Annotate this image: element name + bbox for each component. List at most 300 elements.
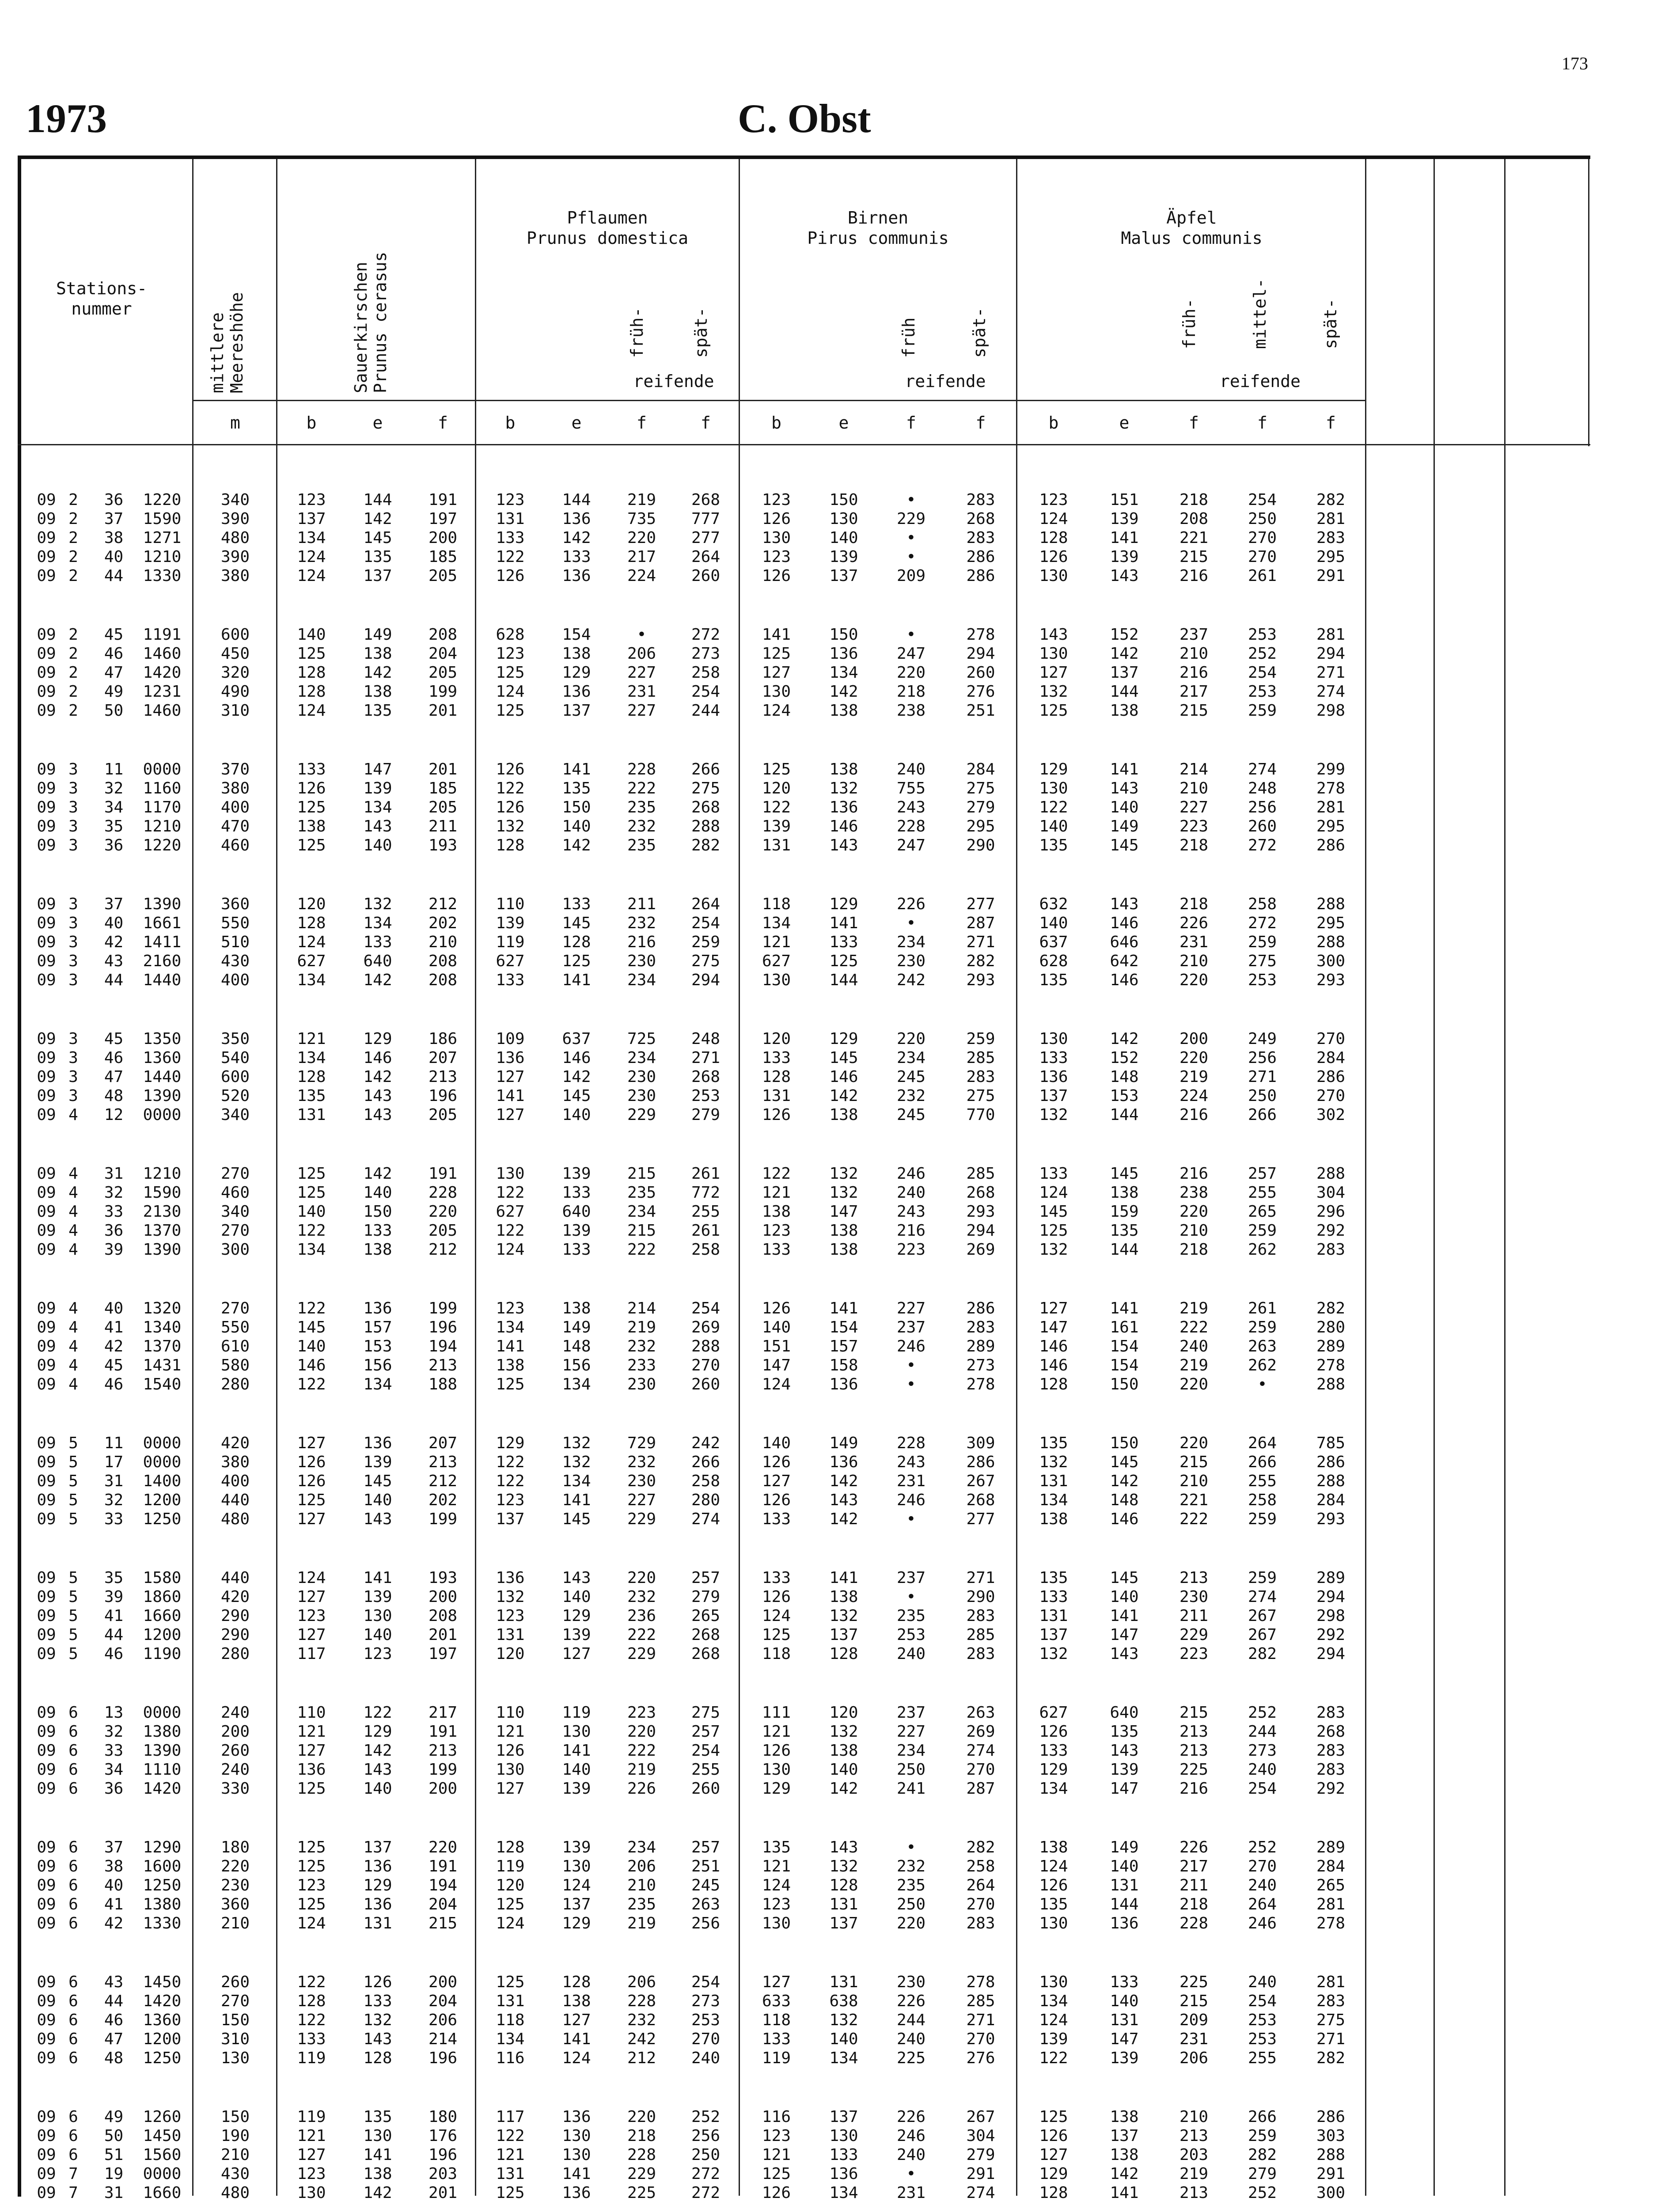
table-cell: 3 (68, 914, 78, 932)
table-cell: 33 (104, 1203, 124, 1221)
table-cell: 09 (37, 1165, 56, 1183)
table-cell: 139 (1110, 548, 1139, 566)
table-cell: 220 (1179, 1375, 1209, 1393)
table-cell: 226 (1179, 1838, 1209, 1856)
table-cell: 270 (966, 1761, 995, 1779)
table-cell: 253 (1248, 971, 1277, 989)
table-cell: 268 (691, 1068, 721, 1086)
table-cell: 191 (428, 1165, 458, 1183)
table-cell: 283 (1316, 529, 1346, 547)
table-cell: 206 (627, 645, 656, 663)
table-cell: 138 (1039, 1838, 1068, 1856)
table-cell: 138 (1110, 1184, 1139, 1202)
table-cell: 157 (363, 1318, 392, 1336)
table-cell: 129 (1039, 1761, 1068, 1779)
table-row (0, 1202, 1365, 1221)
table-cell: 200 (428, 1780, 458, 1798)
table-cell: 201 (428, 760, 458, 778)
table-cell: 281 (1316, 1973, 1346, 1991)
row-group (0, 1434, 1365, 1529)
table-cell: • (906, 548, 916, 566)
table-cell: 117 (496, 2108, 525, 2126)
table-cell: 143 (829, 836, 858, 854)
table-cell: 140 (363, 1491, 392, 1509)
table-cell: 126 (762, 1106, 791, 1124)
table-cell: 09 (37, 1049, 56, 1067)
table-cell: 480 (220, 529, 250, 547)
table-cell: 125 (297, 1780, 326, 1798)
table-cell: 1290 (143, 1838, 182, 1856)
table-cell: 4 (68, 1203, 78, 1221)
table-cell: 145 (363, 1472, 392, 1490)
table-cell: 142 (562, 529, 591, 547)
table-cell: 46 (104, 645, 124, 663)
table-cell: 09 (37, 1780, 56, 1798)
table-cell: 212 (627, 2049, 656, 2067)
unit-label: f (1257, 413, 1267, 433)
table-cell: 216 (1179, 1165, 1209, 1183)
table-cell: 136 (562, 567, 591, 585)
table-cell: 140 (1039, 817, 1068, 835)
table-cell: 142 (562, 1068, 591, 1086)
table-cell: 140 (562, 1106, 591, 1124)
table-cell: 09 (37, 529, 56, 547)
table-cell: 125 (297, 1895, 326, 1913)
table-cell: 136 (562, 510, 591, 528)
table-cell: 3 (68, 971, 78, 989)
table-cell: 138 (829, 760, 858, 778)
table-cell: 110 (496, 1704, 525, 1722)
table-row (0, 2049, 1365, 2068)
table-cell: 266 (691, 760, 721, 778)
table-cell: 229 (627, 1510, 656, 1528)
table-cell: 132 (363, 895, 392, 913)
table-cell: 279 (691, 1588, 721, 1606)
table-cell: 220 (220, 1857, 250, 1875)
table-cell: 212 (428, 895, 458, 913)
table-cell: 259 (1248, 933, 1277, 951)
table-cell: 42 (104, 1337, 124, 1355)
table-cell: 296 (1316, 1203, 1346, 1221)
table-cell: 6 (68, 2146, 78, 2164)
table-cell: 121 (762, 933, 791, 951)
row-group (0, 2107, 1365, 2202)
table-cell: 150 (829, 491, 858, 509)
table-cell: 134 (762, 914, 791, 932)
table-cell: 157 (829, 1337, 858, 1355)
table-cell: 122 (297, 1973, 326, 1991)
table-cell: 135 (1110, 1222, 1139, 1240)
table-cell: 128 (562, 933, 591, 951)
table-cell: 200 (428, 1588, 458, 1606)
table-cell: 2 (68, 548, 78, 566)
table-cell: 09 (37, 1434, 56, 1452)
table-cell: 230 (220, 1876, 250, 1894)
table-cell: 120 (297, 895, 326, 913)
table-cell: 124 (1039, 2011, 1068, 2029)
table-cell: 2 (68, 702, 78, 720)
table-cell: 138 (562, 1992, 591, 2010)
table-cell: 216 (627, 933, 656, 951)
table-cell: 205 (428, 1106, 458, 1124)
table-cell: 254 (1248, 1780, 1277, 1798)
table-cell: 6 (68, 1838, 78, 1856)
table-cell: 125 (297, 798, 326, 816)
table-cell: 36 (104, 491, 124, 509)
table-cell: 146 (363, 1049, 392, 1067)
table-cell: 255 (1248, 2049, 1277, 2067)
table-cell: 129 (829, 895, 858, 913)
table-cell: 158 (829, 1356, 858, 1374)
table-row (0, 1914, 1365, 1933)
table-cell: 4 (68, 1241, 78, 1259)
table-cell: 141 (829, 914, 858, 932)
table-cell: 147 (762, 1356, 791, 1374)
table-cell: 136 (829, 645, 858, 663)
table-cell: 5 (68, 1434, 78, 1452)
table-cell: 267 (966, 1472, 995, 1490)
table-cell: 121 (762, 1723, 791, 1741)
table-cell: 121 (496, 1723, 525, 1741)
table-cell: 232 (627, 2011, 656, 2029)
table-row (0, 2126, 1365, 2145)
table-cell: 330 (220, 1780, 250, 1798)
table-cell: 34 (104, 798, 124, 816)
unit-label: e (571, 413, 582, 433)
table-cell: 50 (104, 702, 124, 720)
table-cell: 139 (562, 1838, 591, 1856)
table-cell: 222 (627, 779, 656, 797)
table-cell: 132 (829, 779, 858, 797)
table-cell: 5 (68, 1645, 78, 1663)
table-cell: 234 (627, 1049, 656, 1067)
table-cell: 1450 (143, 2127, 182, 2145)
table-cell: 124 (297, 933, 326, 951)
table-cell: 216 (1179, 664, 1209, 682)
table-cell: 440 (220, 1491, 250, 1509)
table-cell: 09 (37, 626, 56, 644)
table-cell: 124 (562, 2049, 591, 2067)
table-cell: 243 (896, 798, 926, 816)
table-cell: 143 (363, 1761, 392, 1779)
table-cell: 191 (428, 1723, 458, 1741)
table-row (0, 798, 1365, 817)
table-cell: 231 (1179, 933, 1209, 951)
table-cell: 218 (627, 2127, 656, 2145)
table-cell: 203 (1179, 2146, 1209, 2164)
table-cell: 137 (363, 567, 392, 585)
table-cell: 260 (220, 1742, 250, 1760)
table-cell: 3 (68, 779, 78, 797)
table-cell: 191 (428, 1857, 458, 1875)
table-cell: 09 (37, 1838, 56, 1856)
table-cell: 272 (1248, 836, 1277, 854)
table-cell: 201 (428, 2184, 458, 2202)
table-cell: 40 (104, 1876, 124, 1894)
table-cell: 240 (691, 2049, 721, 2067)
table-cell: 234 (627, 971, 656, 989)
table-cell: 33 (104, 1742, 124, 1760)
table-cell: 244 (1248, 1723, 1277, 1741)
table-cell: 265 (1248, 1203, 1277, 1221)
table-cell: 255 (1248, 1472, 1277, 1490)
table-cell: 735 (627, 510, 656, 528)
table-cell: 221 (1179, 529, 1209, 547)
table-cell: 270 (1248, 1857, 1277, 1875)
table-cell: 127 (297, 1434, 326, 1452)
table-cell: 627 (496, 1203, 525, 1221)
table-cell: 139 (562, 1222, 591, 1240)
table-cell: 282 (966, 1838, 995, 1856)
table-cell: 141 (1110, 760, 1139, 778)
table-cell: 222 (627, 1742, 656, 1760)
pears-header: Birnen Pirus communis (807, 208, 949, 248)
table-cell: 09 (37, 510, 56, 528)
table-cell: 135 (1039, 1434, 1068, 1452)
table-cell: 145 (829, 1049, 858, 1067)
table-cell: 244 (896, 2011, 926, 2029)
table-cell: 229 (627, 1645, 656, 1663)
table-cell: 3 (68, 1049, 78, 1067)
table-cell: 206 (1179, 2049, 1209, 2067)
table-cell: 133 (1039, 1049, 1068, 1067)
table-cell: 133 (829, 2146, 858, 2164)
table-cell: 204 (428, 1895, 458, 1913)
table-cell: 227 (627, 1491, 656, 1509)
table-cell: 132 (829, 2011, 858, 2029)
table-row (0, 895, 1365, 914)
table-cell: 2 (68, 491, 78, 509)
table-cell: 230 (896, 1973, 926, 1991)
table-row (0, 509, 1365, 528)
table-cell: 36 (104, 836, 124, 854)
sour-cherry-header: Sauerkirschen Prunus cerasus (351, 251, 390, 393)
table-cell: 294 (966, 645, 995, 663)
plums-early-label: früh- (627, 307, 647, 358)
table-cell: 43 (104, 952, 124, 970)
table-cell: 251 (691, 1857, 721, 1875)
table-row (0, 914, 1365, 933)
table-cell: 142 (1110, 2165, 1139, 2183)
table-cell: 135 (1039, 1569, 1068, 1587)
table-cell: 142 (363, 510, 392, 528)
table-cell: 232 (627, 914, 656, 932)
unit-label: e (1119, 413, 1130, 433)
table-cell: 258 (1248, 895, 1277, 913)
table-cell: 127 (562, 2011, 591, 2029)
table-cell: 51 (104, 2146, 124, 2164)
table-cell: 150 (562, 798, 591, 816)
table-cell: 213 (1179, 1723, 1209, 1741)
table-cell: 118 (762, 2011, 791, 2029)
table-cell: 126 (496, 760, 525, 778)
table-cell: 216 (1179, 1106, 1209, 1124)
table-cell: 125 (762, 1626, 791, 1644)
table-cell: 610 (220, 1337, 250, 1355)
table-cell: 126 (762, 1453, 791, 1471)
table-cell: 134 (363, 1375, 392, 1393)
table-cell: 1440 (143, 1068, 182, 1086)
row-group (0, 1838, 1365, 1933)
table-cell: 6 (68, 1973, 78, 1991)
table-cell: 286 (1316, 836, 1346, 854)
table-cell: 370 (220, 760, 250, 778)
table-cell: 232 (896, 1087, 926, 1105)
table-cell: 1590 (143, 1184, 182, 1202)
table-cell: 134 (297, 529, 326, 547)
table-cell: 200 (428, 529, 458, 547)
table-cell: 134 (363, 798, 392, 816)
table-cell: 139 (1039, 2030, 1068, 2048)
table-cell: 232 (627, 817, 656, 835)
table-cell: 293 (1316, 1510, 1346, 1528)
table-cell: 138 (363, 2165, 392, 2183)
table-cell: 193 (428, 836, 458, 854)
table-cell: 257 (1248, 1165, 1277, 1183)
table-cell: 119 (496, 1857, 525, 1875)
table-cell: 4 (68, 1222, 78, 1240)
table-cell: 1360 (143, 2011, 182, 2029)
table-cell: 130 (1039, 1030, 1068, 1048)
table-cell: 132 (829, 1857, 858, 1875)
table-cell: 275 (691, 1704, 721, 1722)
table-cell: 124 (496, 683, 525, 701)
table-cell: 0000 (143, 1704, 182, 1722)
table-cell: 263 (691, 1895, 721, 1913)
table-cell: 234 (896, 1742, 926, 1760)
table-cell: 129 (363, 1876, 392, 1894)
table-cell: 243 (896, 1453, 926, 1471)
table-cell: 140 (297, 626, 326, 644)
table-cell: 125 (1039, 702, 1068, 720)
table-cell: 235 (627, 1895, 656, 1913)
table-cell: 124 (1039, 1184, 1068, 1202)
table-cell: 140 (562, 817, 591, 835)
table-cell: 304 (966, 2127, 995, 2145)
table-cell: 151 (762, 1337, 791, 1355)
table-cell: 09 (37, 491, 56, 509)
table-cell: 1580 (143, 1569, 182, 1587)
table-cell: 09 (37, 1588, 56, 1606)
table-cell: 1661 (143, 914, 182, 932)
table-cell: 127 (1039, 2146, 1068, 2164)
table-cell: 139 (1110, 510, 1139, 528)
table-cell: 138 (496, 1356, 525, 1374)
table-cell: 298 (1316, 1607, 1346, 1625)
table-cell: 206 (428, 2011, 458, 2029)
table-cell: 139 (562, 1780, 591, 1798)
table-cell: 213 (1179, 1742, 1209, 1760)
table-cell: 293 (966, 1203, 995, 1221)
table-cell: 126 (762, 1299, 791, 1317)
table-cell: 279 (691, 1106, 721, 1124)
table-cell: 127 (297, 1510, 326, 1528)
table-cell: 133 (1039, 1742, 1068, 1760)
table-cell: 275 (691, 952, 721, 970)
table-row (0, 779, 1365, 798)
table-cell: 262 (1248, 1241, 1277, 1259)
table-cell: 2 (68, 645, 78, 663)
table-cell: 09 (37, 702, 56, 720)
table-cell: 139 (363, 1588, 392, 1606)
table-cell: 250 (1248, 510, 1277, 528)
table-cell: 228 (1179, 1914, 1209, 1932)
table-cell: 132 (1039, 1106, 1068, 1124)
table-cell: 1190 (143, 1645, 182, 1663)
table-cell: 09 (37, 2146, 56, 2164)
table-cell: 139 (363, 1453, 392, 1471)
table-cell: 128 (496, 1838, 525, 1856)
table-cell: 147 (363, 760, 392, 778)
table-cell: 0000 (143, 2165, 182, 2183)
table-cell: 127 (1039, 664, 1068, 682)
unit-label: f (637, 413, 647, 433)
table-cell: • (906, 1838, 916, 1856)
table-cell: 146 (1110, 1510, 1139, 1528)
table-cell: 219 (627, 1914, 656, 1932)
table-cell: 09 (37, 1222, 56, 1240)
table-cell: 235 (896, 1876, 926, 1894)
table-cell: 121 (496, 2146, 525, 2164)
table-cell: 228 (627, 760, 656, 778)
table-cell: 123 (762, 1222, 791, 1240)
table-cell: 259 (1248, 1510, 1277, 1528)
table-cell: 120 (762, 1030, 791, 1048)
table-cell: 46 (104, 1645, 124, 1663)
table-cell: 123 (297, 491, 326, 509)
table-cell: 255 (1248, 1184, 1277, 1202)
table-cell: 282 (1316, 1299, 1346, 1317)
table-cell: 129 (829, 1030, 858, 1048)
table-cell: 215 (428, 1914, 458, 1932)
table-cell: 142 (363, 1068, 392, 1086)
table-cell: 131 (496, 510, 525, 528)
table-cell: 143 (1110, 1742, 1139, 1760)
table-cell: 141 (562, 2165, 591, 2183)
table-cell: 252 (1248, 2184, 1277, 2202)
table-cell: 125 (496, 1375, 525, 1393)
table-cell: 138 (1110, 702, 1139, 720)
table-cell: 124 (496, 1914, 525, 1932)
table-cell: 40 (104, 1299, 124, 1317)
table-cell: 09 (37, 1704, 56, 1722)
table-cell: 132 (1039, 1645, 1068, 1663)
table-cell: 125 (496, 1895, 525, 1913)
table-cell: • (906, 1510, 916, 1528)
table-cell: 283 (966, 1607, 995, 1625)
table-row (0, 1741, 1365, 1760)
table-cell: 253 (1248, 626, 1277, 644)
table-cell: 6 (68, 1895, 78, 1913)
table-cell: 149 (1110, 817, 1139, 835)
table-cell: 3 (68, 1068, 78, 1086)
table-cell: 231 (627, 683, 656, 701)
table-cell: 137 (562, 702, 591, 720)
table-cell: 185 (428, 548, 458, 566)
table-cell: 210 (220, 1914, 250, 1932)
table-cell: 240 (1248, 1973, 1277, 1991)
table-cell: 281 (1316, 626, 1346, 644)
table-cell: 136 (363, 1895, 392, 1913)
table-cell: 2 (68, 510, 78, 528)
table-cell: 119 (562, 1704, 591, 1722)
row-group (0, 1703, 1365, 1798)
table-cell: 137 (562, 1895, 591, 1913)
table-cell: 219 (1179, 1356, 1209, 1374)
table-cell: 2 (68, 529, 78, 547)
table-cell: 185 (428, 779, 458, 797)
table-cell: 159 (1110, 1203, 1139, 1221)
